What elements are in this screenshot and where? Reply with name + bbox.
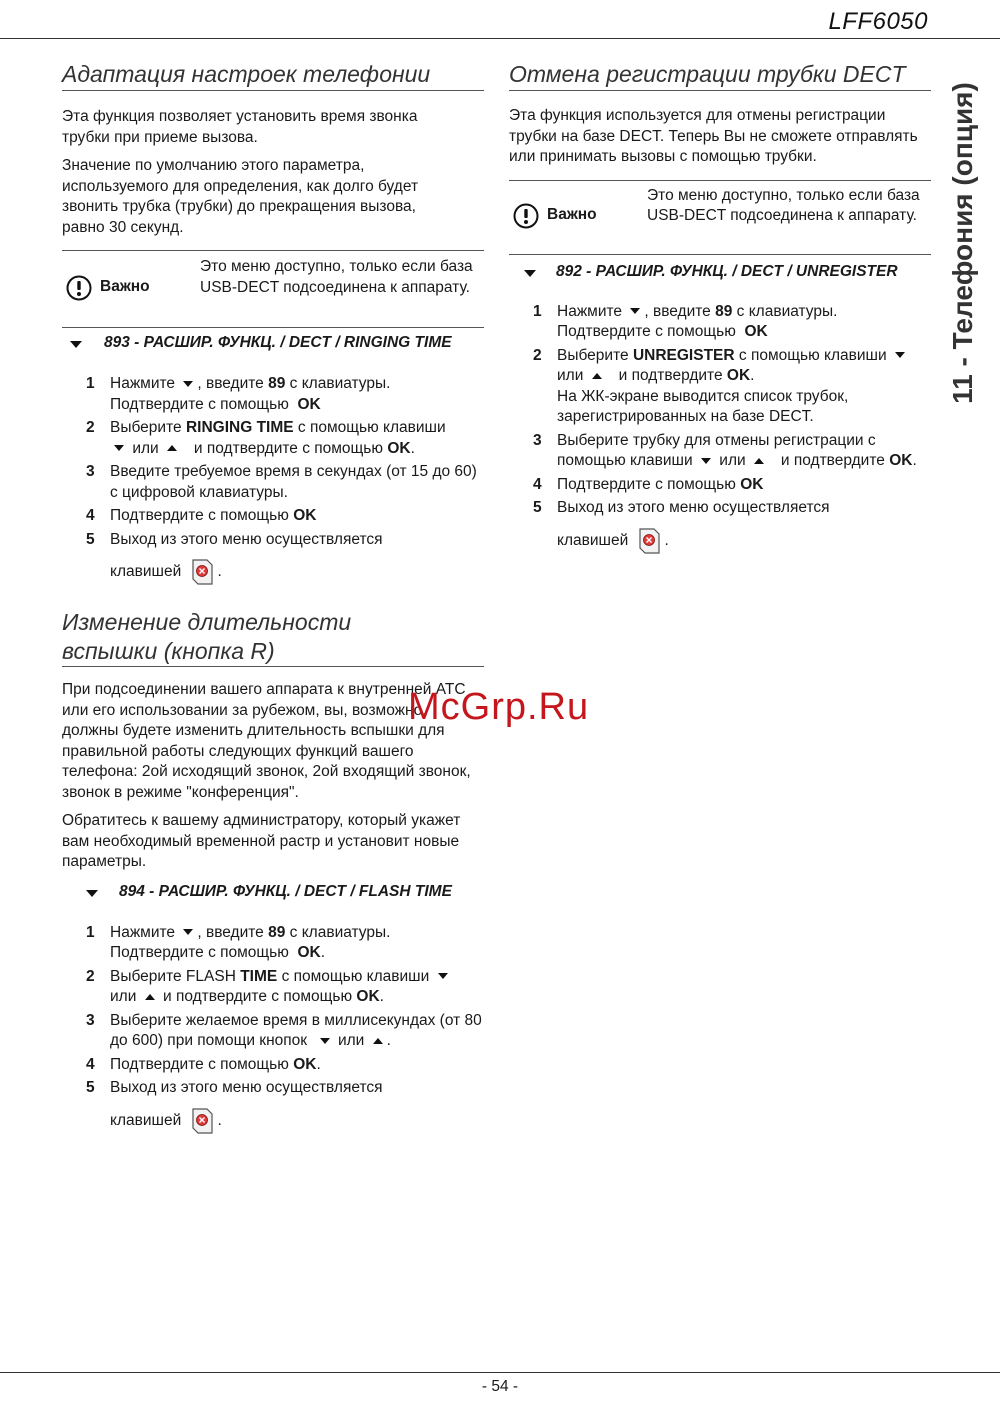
watermark: McGrp.Ru (408, 686, 590, 728)
note-label: Важно (100, 278, 150, 295)
warning-icon (513, 203, 539, 229)
step-2: 2 Выберите UNREGISTER с помощью клавиши или и подтвердите OK. На ЖК-экране выводится список трубок, зарегистрированных на базе DECT. (509, 346, 931, 428)
step-4: 4 Подтвердите с помощью OK (86, 507, 317, 524)
arrow-down-icon (438, 973, 448, 979)
section-divider (62, 666, 484, 667)
left-column (62, 58, 484, 1135)
step-1: 1 Нажмите , введите 89 с клавиатуры. Подтвердите с помощью OK (533, 302, 838, 340)
important-note (509, 180, 931, 255)
menu-arrow-icon (70, 341, 82, 348)
step-3: 3 Выберите трубку для отмены регистрации с помощью клавиши или и подтвердите OK. (533, 431, 917, 469)
steps-list (62, 923, 484, 1135)
step-4: 4 Подтвердите с помощью OK. (86, 1055, 321, 1073)
step-1: 1 Нажмите , введите 89 с клавиатуры. Подтвердите с помощью OK (86, 375, 391, 413)
menu-path: 894 - РАСШИР. ФУНКЦ. / DECT / FLASH TIME (62, 883, 484, 905)
step-4: 4 Подтвердите с помощью OK (533, 475, 764, 493)
paragraph: При подсоединении вашего аппарата к внутренней АТС или его использовании за рубежом, вы, возможно, должны будете изменить длительность вспышки для правильной работы следующих функций вашего телефона: 2ой исходящий звонок, 2ой входящий звонок, звонок в режиме "конференция". (62, 681, 471, 801)
note-text: Это меню доступно, только если база USB-DECT подсоединена к аппарату. (200, 258, 473, 296)
stop-key-icon (190, 558, 214, 586)
arrow-down-icon (114, 445, 124, 451)
menu-arrow-icon (524, 270, 536, 277)
chapter-side-tab (938, 62, 988, 424)
step-5: 5 Выход из этого меню осуществляется клавишей . (62, 530, 484, 587)
step-5: 5 Выход из этого меню осуществляется клавишей . (62, 1078, 484, 1135)
steps-list (509, 302, 931, 555)
arrow-down-icon (895, 352, 905, 358)
page-number: - 54 - (481, 1378, 519, 1395)
step-3: 3 Введите требуемое время в секундах (от 15 до 60) с цифровой клавиатуры. (86, 463, 477, 501)
step-1: 1 Нажмите , введите 89 с клавиатуры. Подтвердите с помощью OK. (86, 923, 391, 961)
arrow-up-icon (754, 458, 764, 464)
arrow-down-icon (630, 308, 640, 314)
arrow-up-icon (592, 373, 602, 379)
page-header (0, 0, 1000, 39)
stop-key-icon (190, 1107, 214, 1135)
arrow-up-icon (373, 1038, 383, 1044)
paragraph: Обратитесь к вашему администратору, который укажет вам необходимый временной растр и установит новые параметры. (62, 812, 461, 870)
paragraph: Эта функция используется для отмены регистрации трубки на базе DECT. Теперь Вы не сможете отправлять или принимать вызовы с помощью трубки. (509, 107, 918, 165)
section-title-flash: Изменение длительности вспышки (кнопка R) (62, 609, 352, 664)
note-label: Важно (547, 205, 597, 223)
arrow-down-icon (183, 381, 193, 387)
chapter-title: 11 - Телефония (опция) (947, 82, 978, 404)
section-title-unregister: Отмена регистрации трубки DECT (509, 60, 931, 91)
step-5: 5 Выход из этого меню осуществляется клавишей . (509, 498, 931, 555)
footer-divider (0, 1372, 1000, 1373)
important-note (62, 250, 484, 328)
arrow-down-icon (701, 458, 711, 464)
arrow-down-icon (183, 929, 193, 935)
section-title-ringing: Адаптация настроек телефонии (62, 60, 484, 91)
arrow-up-icon (145, 994, 155, 1000)
note-text: Это меню доступно, только если база USB-DECT подсоединена к аппарату. (647, 186, 920, 224)
arrow-down-icon (320, 1038, 330, 1044)
step-2: 2 Выберите RINGING TIME с помощью клавиши или и подтвердите с помощью OK. (86, 419, 446, 457)
paragraph: Эта функция позволяет установить время звонка трубки при приеме вызова. (62, 108, 418, 146)
step-2: 2 Выберите FLASH TIME с помощью клавиши или и подтвердите с помощью OK. (62, 967, 484, 1008)
right-column (509, 58, 931, 555)
steps-list (62, 374, 484, 586)
warning-icon (66, 275, 92, 301)
menu-path: 892 - РАСШИР. ФУНКЦ. / DECT / UNREGISTER (509, 263, 931, 285)
arrow-up-icon (167, 445, 177, 451)
paragraph: Значение по умолчанию этого параметра, используемого для определения, как долго будет звонить трубка (трубки) до прекращения вызова, равно 30 секунд. (62, 157, 419, 236)
step-3: 3 Выберите желаемое время в миллисекундах (от 80 до 600) при помощи кнопок или . (86, 1011, 482, 1049)
model-name: LFF6050 (828, 8, 928, 35)
menu-arrow-icon (86, 890, 98, 897)
stop-key-icon (637, 527, 661, 555)
menu-path: 893 - РАСШИР. ФУНКЦ. / DECT / RINGING TIME (62, 334, 484, 356)
